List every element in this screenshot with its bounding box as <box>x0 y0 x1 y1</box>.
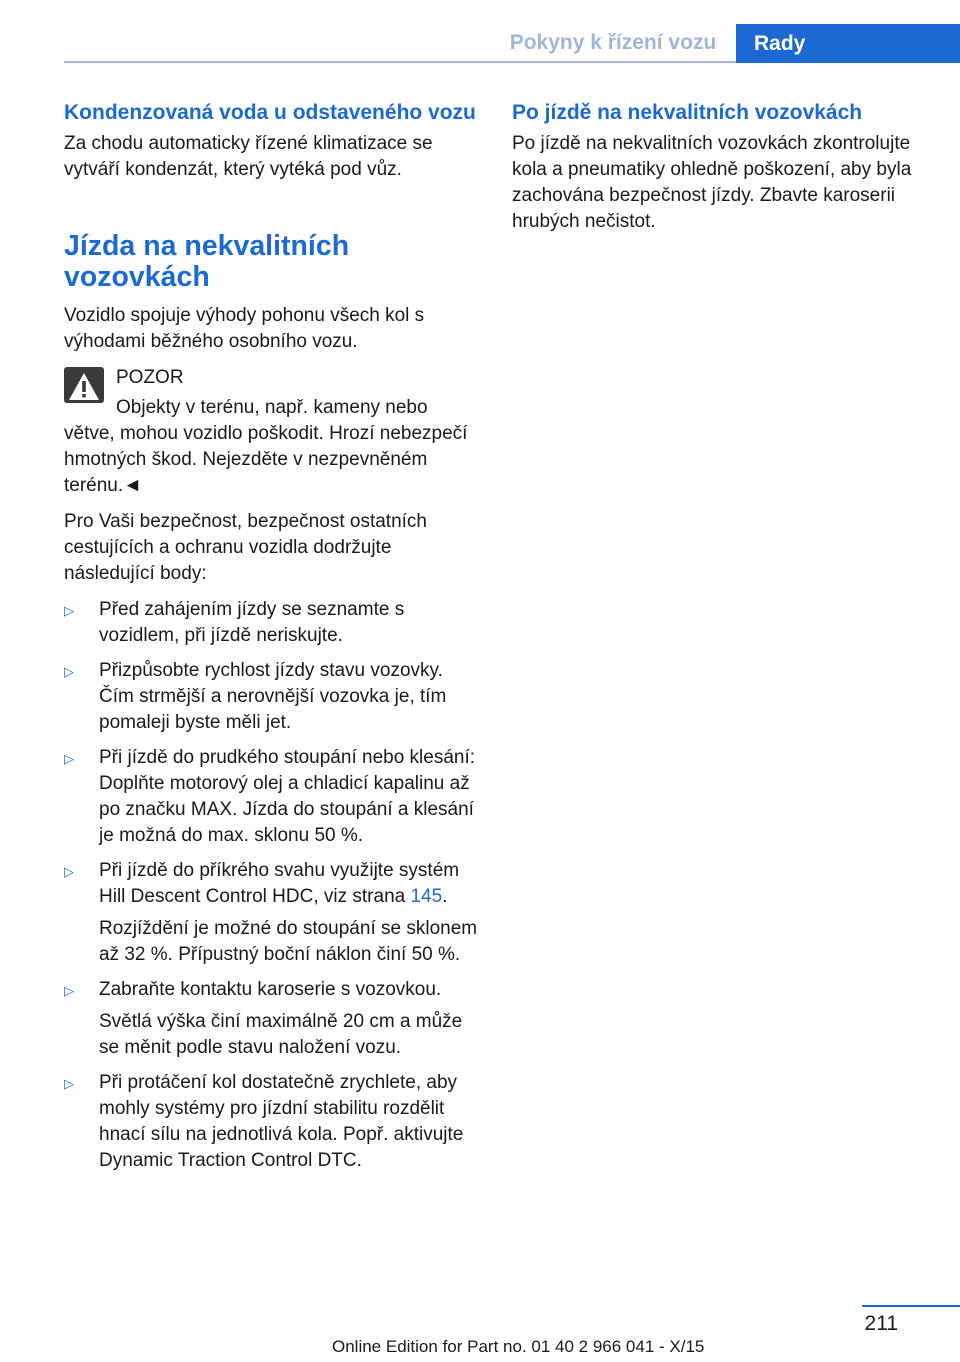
heading-rough-roads: Jízda na nekvalitních vozovkách <box>64 230 350 293</box>
footer-rule <box>862 1305 960 1307</box>
list-item-text: Přizpůsobte rychlost jízdy stavu vozovky. Čím strmější a nerovnější vozovka je, tím pomaleji byste měli jet. <box>99 660 447 733</box>
header-section-title: Pokyny k řízení vozu <box>509 30 717 54</box>
triangle-bullet-icon: ▷ <box>64 864 74 879</box>
list-item-text-end: . <box>442 886 448 907</box>
list-item-text: Při jízdě do příkrého svahu využijte systém Hill Descent Control HDC, viz strana <box>99 860 460 907</box>
triangle-bullet-icon: ▷ <box>64 603 74 618</box>
list-item <box>64 745 478 849</box>
triangle-bullet-icon: ▷ <box>64 751 74 766</box>
rough-roads-intro: Vozidlo spojuje výhody pohonu všech kol s výhodami běžného osobního vozu. <box>64 305 425 352</box>
safety-list <box>64 597 478 1174</box>
list-item-text: Při jízdě do prudkého stoupání nebo klesání: Doplňte motorový olej a chladicí kapalinu až po značku MAX. Jízda do stoupání a klesání je možná do max. sklonu 50 %. <box>99 747 476 846</box>
list-item <box>64 858 478 968</box>
warning-box <box>64 365 478 499</box>
right-column <box>512 100 930 235</box>
left-column <box>64 100 478 1183</box>
heading-condensate: Kondenzovaná voda u odstaveného vozu <box>64 101 476 124</box>
list-item-subtext: Světlá výška činí maximálně 20 cm a může se měnit podle stavu naložení vozu. <box>99 1011 463 1058</box>
list-item <box>64 597 478 649</box>
heading-after-rough-roads: Po jízdě na nekvalitních vozovkách <box>512 101 863 124</box>
header-tab-rady[interactable]: Rady <box>736 24 960 63</box>
list-item-text: Před zahájením jízdy se seznamte s vozidlem, při jízdě neriskujte. <box>99 599 405 646</box>
list-item-text: Zabraňte kontaktu karoserie s vozovkou. <box>99 979 442 1000</box>
warning-title: POZOR <box>116 367 184 388</box>
triangle-bullet-icon: ▷ <box>64 1076 74 1091</box>
after-rough-roads-text: Po jízdě na nekvalitních vozovkách zkontrolujte kola a pneumatiky ohledně poškození, aby byla zachována bezpečnost jízdy. Zbavte karoserii hrubých nečistot. <box>512 133 912 232</box>
page-number: 211 <box>864 1312 898 1335</box>
triangle-bullet-icon: ▷ <box>64 983 74 998</box>
warning-triangle-icon <box>64 367 104 403</box>
condensate-text: Za chodu automaticky řízené klimatizace se vytváří kondenzát, který vytéká pod vůz. <box>64 133 433 180</box>
list-item <box>64 1070 478 1174</box>
footer-edition: Online Edition for Part no. 01 40 2 966 041 - X/15 <box>332 1337 705 1356</box>
list-item-subtext: Rozjíždění je možné do stoupání se sklonem až 32 %. Přípustný boční náklon činí 50 %. <box>99 918 478 965</box>
list-item <box>64 658 478 736</box>
list-item <box>64 977 478 1061</box>
list-item-text: Při protáčení kol dostatečně zrychlete, aby mohly systémy pro jízdní stabilitu rozdělit hnací sílu na jednotlivá kola. Popř. aktivujte Dynamic Traction Control DTC. <box>99 1072 464 1171</box>
warning-text: Objekty v terénu, např. kameny nebo větve, mohou vozidlo poškodit. Hrozí nebezpečí hmotných škod. Nejezděte v nezpevněném terénu.◄ <box>64 397 468 496</box>
page-link-145[interactable]: 145 <box>410 886 443 907</box>
triangle-bullet-icon: ▷ <box>64 664 74 679</box>
safety-intro: Pro Vaši bezpečnost, bezpečnost ostatních cestujících a ochranu vozidla dodržujte následující body: <box>64 511 427 584</box>
